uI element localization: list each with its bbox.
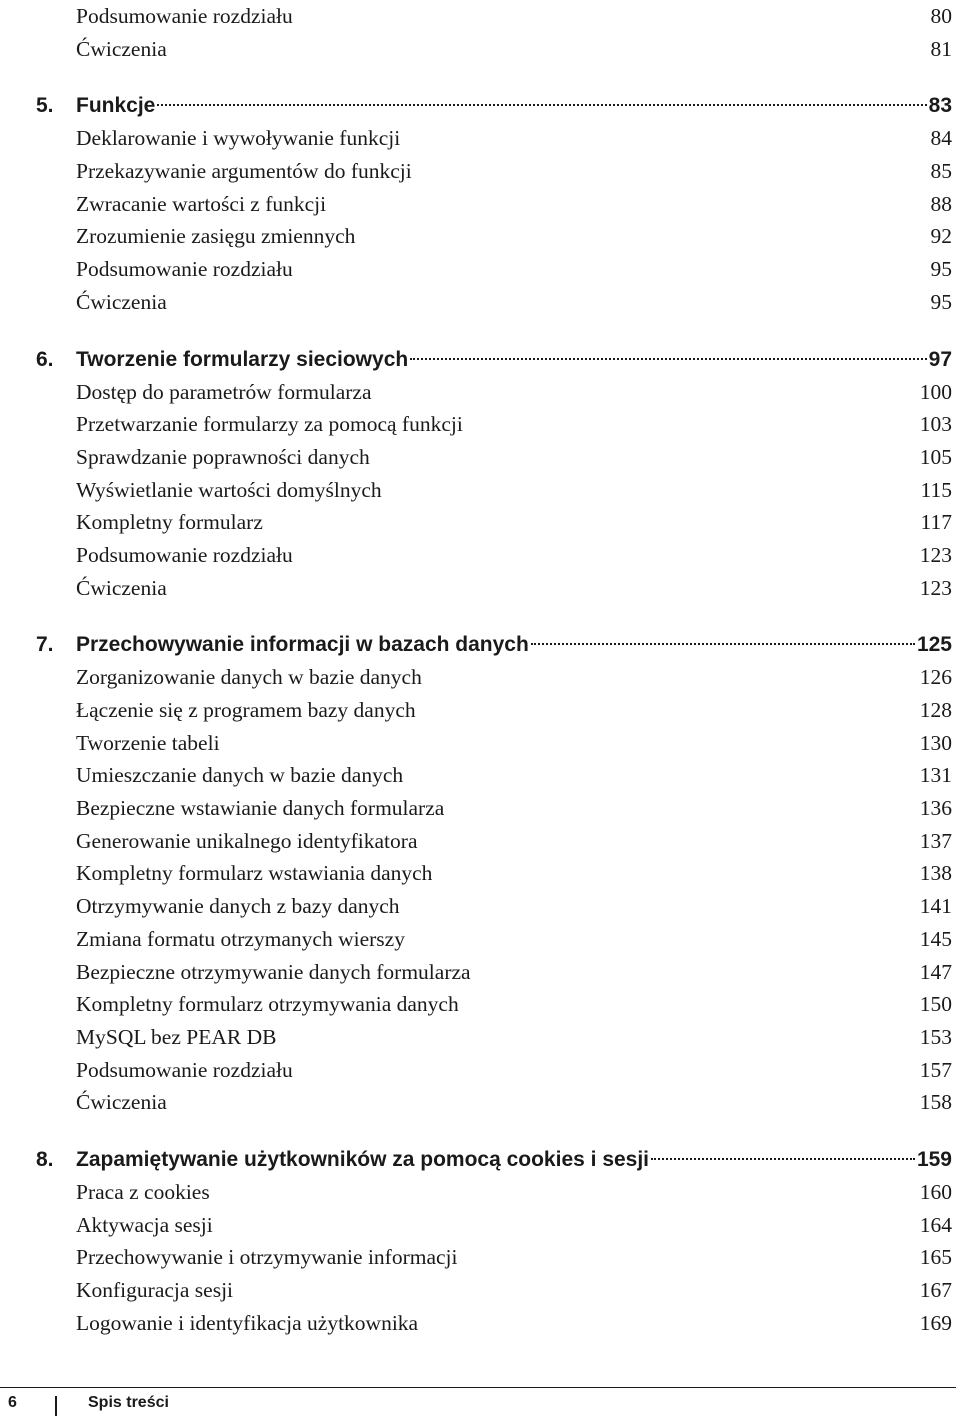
- toc-entry: [36, 857, 952, 890]
- toc-entry-page: 147: [919, 959, 952, 984]
- toc-entry-title: Sprawdzanie poprawności danych: [76, 444, 370, 469]
- toc-entry-title: Praca z cookies: [76, 1179, 210, 1204]
- toc-entry: [36, 956, 952, 989]
- toc-entry: [36, 890, 952, 923]
- toc-entry-page: 165: [919, 1245, 952, 1270]
- toc-entry: [36, 188, 952, 221]
- toc-entry: [36, 1274, 952, 1307]
- chapter-title: Funkcje: [76, 94, 156, 118]
- toc-entry-title: Zorganizowanie danych w bazie danych: [76, 665, 422, 690]
- toc-entry: [36, 825, 952, 858]
- toc-entry-page: 81: [930, 36, 952, 61]
- toc-entry-page: 137: [919, 828, 952, 853]
- toc-entry-page: 164: [919, 1212, 952, 1237]
- toc-entry-title: Przechowywanie i otrzymywanie informacji: [76, 1245, 458, 1270]
- toc-entry-page: 131: [919, 763, 952, 788]
- chapter-heading: [36, 343, 952, 376]
- toc-entry-title: Bezpieczne otrzymywanie danych formularza: [76, 959, 471, 984]
- toc-entry-page: 160: [919, 1179, 952, 1204]
- toc-entry: [36, 1054, 952, 1087]
- chapter-title: Przechowywanie informacji w bazach danych: [76, 633, 529, 657]
- chapter-heading: [36, 89, 952, 122]
- toc-entry-title: Zrozumienie zasięgu zmiennych: [76, 224, 356, 249]
- toc-entry-title: Łączenie się z programem bazy danych: [76, 698, 416, 722]
- dot-leader: [531, 643, 915, 645]
- chapter-page: 83: [928, 94, 952, 118]
- toc-entry-page: 80: [930, 4, 952, 28]
- toc-entry-title: Ćwiczenia: [76, 36, 167, 61]
- toc-entry: [36, 661, 952, 694]
- toc-entry-page: 92: [930, 224, 952, 249]
- toc-entry-page: 169: [919, 1310, 952, 1335]
- chapter-number: 8.: [36, 1147, 54, 1171]
- toc-entry-page: 141: [919, 894, 952, 919]
- toc-entry: [36, 1209, 952, 1242]
- toc-entry: [36, 792, 952, 825]
- toc-entry-title: Logowanie i identyfikacja użytkownika: [76, 1310, 419, 1335]
- dot-leader: [157, 104, 926, 106]
- toc-entry-title: Generowanie unikalnego identyfikatora: [76, 828, 418, 853]
- toc-entry: [36, 376, 952, 409]
- chapter-page: 97: [928, 347, 952, 371]
- toc-entry: [36, 253, 952, 286]
- toc-entry-title: Konfiguracja sesji: [76, 1278, 234, 1302]
- toc-entry: [36, 1021, 952, 1054]
- toc-entry-page: 103: [919, 412, 952, 437]
- toc-entry: [36, 572, 952, 605]
- toc-entry-page: 85: [930, 159, 952, 184]
- chapter-page: 159: [916, 1147, 952, 1171]
- toc-entry: [36, 441, 952, 474]
- footer-divider: [55, 1396, 57, 1416]
- toc-entry-page: 130: [919, 730, 952, 755]
- toc-entry-title: Podsumowanie rozdziału: [76, 542, 293, 567]
- toc-entry-title: Kompletny formularz: [76, 510, 263, 535]
- toc-entry-title: Otrzymywanie danych z bazy danych: [76, 894, 400, 919]
- toc-entry: [36, 727, 952, 760]
- toc-entry-title: Kompletny formularz otrzymywania danych: [76, 992, 459, 1017]
- chapter-title: Zapamiętywanie użytkowników za pomocą cookies i sesji: [76, 1147, 650, 1171]
- toc-entry-title: Wyświetlanie wartości domyślnych: [76, 477, 382, 502]
- toc-entry: [36, 759, 952, 792]
- toc-entry-page: 145: [919, 926, 952, 951]
- footer-section-title: Spis treści: [88, 1394, 169, 1411]
- toc-entry-title: Ćwiczenia: [76, 575, 167, 600]
- toc-entry-title: Zmiana formatu otrzymanych wierszy: [76, 926, 405, 951]
- toc-entry: [36, 539, 952, 572]
- toc-entry: [36, 1241, 952, 1274]
- toc-entry-page: 167: [919, 1278, 952, 1302]
- toc-entry: [36, 220, 952, 253]
- toc-entry: [36, 988, 952, 1021]
- chapter-title: Tworzenie formularzy sieciowych: [76, 347, 409, 371]
- toc-entry-title: MySQL bez PEAR DB: [76, 1024, 277, 1049]
- toc-entry-page: 138: [919, 861, 952, 886]
- toc-entry: [36, 408, 952, 441]
- toc-entry: [36, 506, 952, 539]
- toc-entry: [36, 155, 952, 188]
- toc-entry-page: 128: [919, 698, 952, 722]
- toc-entry: [36, 1086, 952, 1119]
- toc-entry-page: 117: [920, 510, 952, 535]
- toc-entry-page: 150: [919, 992, 952, 1017]
- chapter-number: 7.: [36, 633, 54, 657]
- toc-entry-title: Ćwiczenia: [76, 289, 167, 314]
- toc-entry-page: 153: [919, 1024, 952, 1049]
- footer-page-number: 6: [8, 1394, 17, 1411]
- toc-entry-title: Ćwiczenia: [76, 1090, 167, 1115]
- toc-entry-page: 115: [920, 477, 952, 502]
- toc-entry: [36, 694, 952, 727]
- toc-entry: [36, 1307, 952, 1340]
- toc-entry-page: 100: [919, 379, 952, 404]
- toc-entry-page: 123: [919, 542, 952, 567]
- toc-entry-title: Przekazywanie argumentów do funkcji: [76, 159, 412, 184]
- table-of-contents: [36, 0, 952, 1339]
- toc-entry-page: 158: [919, 1090, 952, 1115]
- dot-leader: [410, 358, 926, 360]
- toc-entry-title: Podsumowanie rozdziału: [76, 257, 293, 282]
- toc-entry-page: 123: [919, 575, 952, 600]
- toc-entry-title: Podsumowanie rozdziału: [76, 4, 293, 28]
- chapter-page: 125: [916, 633, 952, 657]
- chapter-number: 5.: [36, 94, 54, 118]
- toc-entry-page: 105: [919, 444, 952, 469]
- toc-entry-page: 84: [930, 126, 952, 151]
- toc-entry: [36, 1176, 952, 1209]
- toc-entry-title: Aktywacja sesji: [76, 1212, 213, 1237]
- toc-entry-title: Umieszczanie danych w bazie danych: [76, 763, 404, 788]
- toc-entry-title: Dostęp do parametrów formularza: [76, 379, 372, 404]
- toc-entry-page: 88: [930, 191, 952, 216]
- toc-entry-title: Przetwarzanie formularzy za pomocą funkcji: [76, 412, 463, 437]
- toc-entry-title: Bezpieczne wstawianie danych formularza: [76, 796, 445, 821]
- chapter-heading: [36, 628, 952, 661]
- chapter-heading: [36, 1143, 952, 1176]
- toc-entry-page: 95: [930, 257, 952, 282]
- toc-entry-page: 126: [919, 665, 952, 690]
- toc-entry-page: 157: [919, 1057, 952, 1082]
- toc-entry: [36, 0, 952, 33]
- toc-entry: [36, 122, 952, 155]
- toc-entry: [36, 923, 952, 956]
- chapter-number: 6.: [36, 347, 54, 371]
- toc-entry-title: Deklarowanie i wywoływanie funkcji: [76, 126, 401, 151]
- toc-entry-title: Tworzenie tabeli: [76, 730, 220, 755]
- toc-entry: [36, 286, 952, 319]
- toc-entry: [36, 474, 952, 507]
- toc-entry-page: 95: [930, 289, 952, 314]
- toc-entry: [36, 33, 952, 66]
- page-footer: [0, 1387, 956, 1418]
- toc-entry-title: Zwracanie wartości z funkcji: [76, 191, 327, 216]
- dot-leader: [651, 1158, 915, 1160]
- toc-entry-title: Kompletny formularz wstawiania danych: [76, 861, 433, 886]
- toc-entry-title: Podsumowanie rozdziału: [76, 1057, 293, 1082]
- toc-entry-page: 136: [919, 796, 952, 821]
